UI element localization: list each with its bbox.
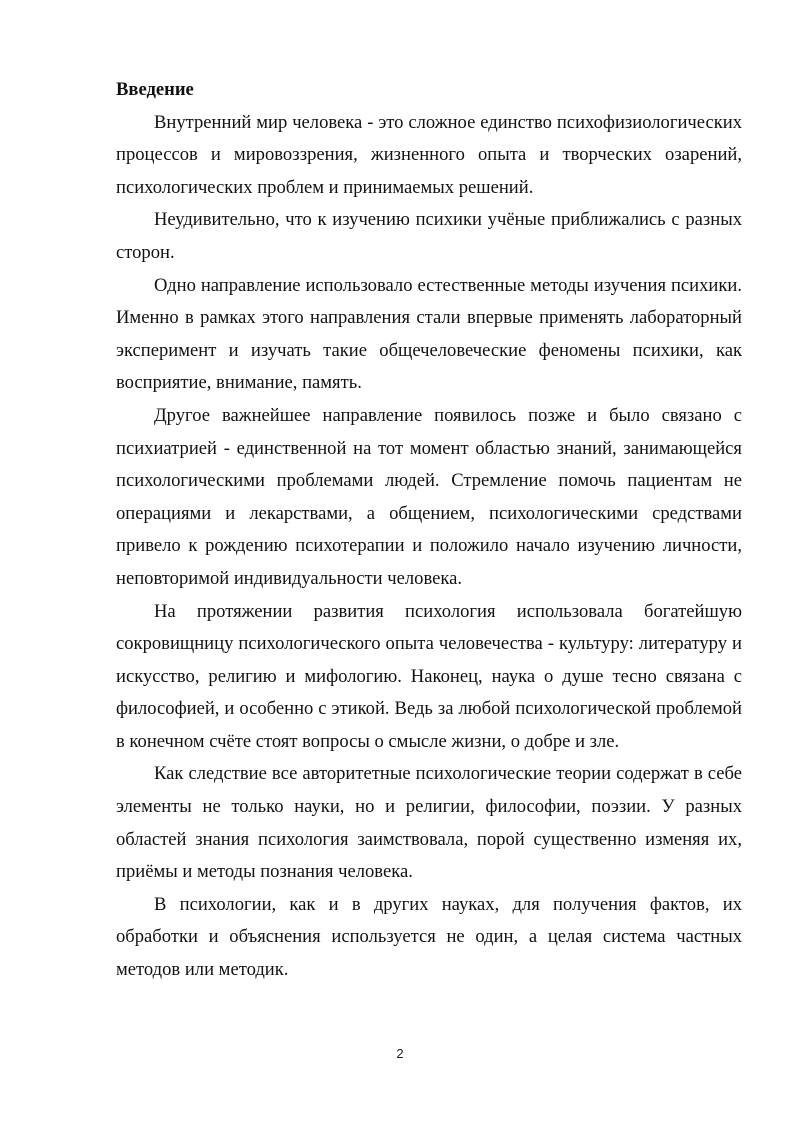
paragraph-7: В психологии, как и в других науках, для получения фактов, их обработки и объяснения используется не один, а целая система частных методов или методик.: [116, 893, 742, 981]
page-body: [116, 74, 742, 987]
section-heading: Введение: [116, 79, 194, 100]
page-number: 2: [396, 1046, 404, 1061]
paragraph-6: Как следствие все авторитетные психологические теории содержат в себе элементы не только науки, но и религии, философии, поэзии. У разных областей знания психология заимствовала, порой существенно изменяя их, приёмы и методы познания человека.: [116, 763, 742, 883]
paragraph-4: Другое важнейшее направление появилось позже и было связано с психиатрией - единственной на тот момент областью знаний, занимающейся психологическими проблемами людей. Стремление помочь пациентам не операциями и лекарствами, а общением, психологическими средствами привело к рождению психотерапии и положило начало изучению личности, неповторимой индивидуальности человека.: [116, 404, 742, 589]
paragraph-3: Одно направление использовало естественные методы изучения психики. Именно в рамках этого направления стали впервые применять лабораторный эксперимент и изучать такие общечеловеческие феномены психики, как восприятие, внимание, память.: [116, 274, 742, 394]
paragraph-2: Неудивительно, что к изучению психики учёные приближались с разных сторон.: [116, 209, 742, 263]
paragraph-5: На протяжении развития психология использовала богатейшую сокровищницу психологического опыта человечества - культуру: литературу и искусство, религию и мифологию. Наконец, наука о душе тесно связана с философией, и особенно с этикой. Ведь за любой психологической проблемой в конечном счёте стоят вопросы о смысле жизни, о добре и зле.: [116, 600, 742, 752]
paragraph-1: Внутренний мир человека - это сложное единство психофизиологических процессов и мировоззрения, жизненного опыта и творческих озарений, психологических проблем и принимаемых решений.: [116, 111, 742, 198]
